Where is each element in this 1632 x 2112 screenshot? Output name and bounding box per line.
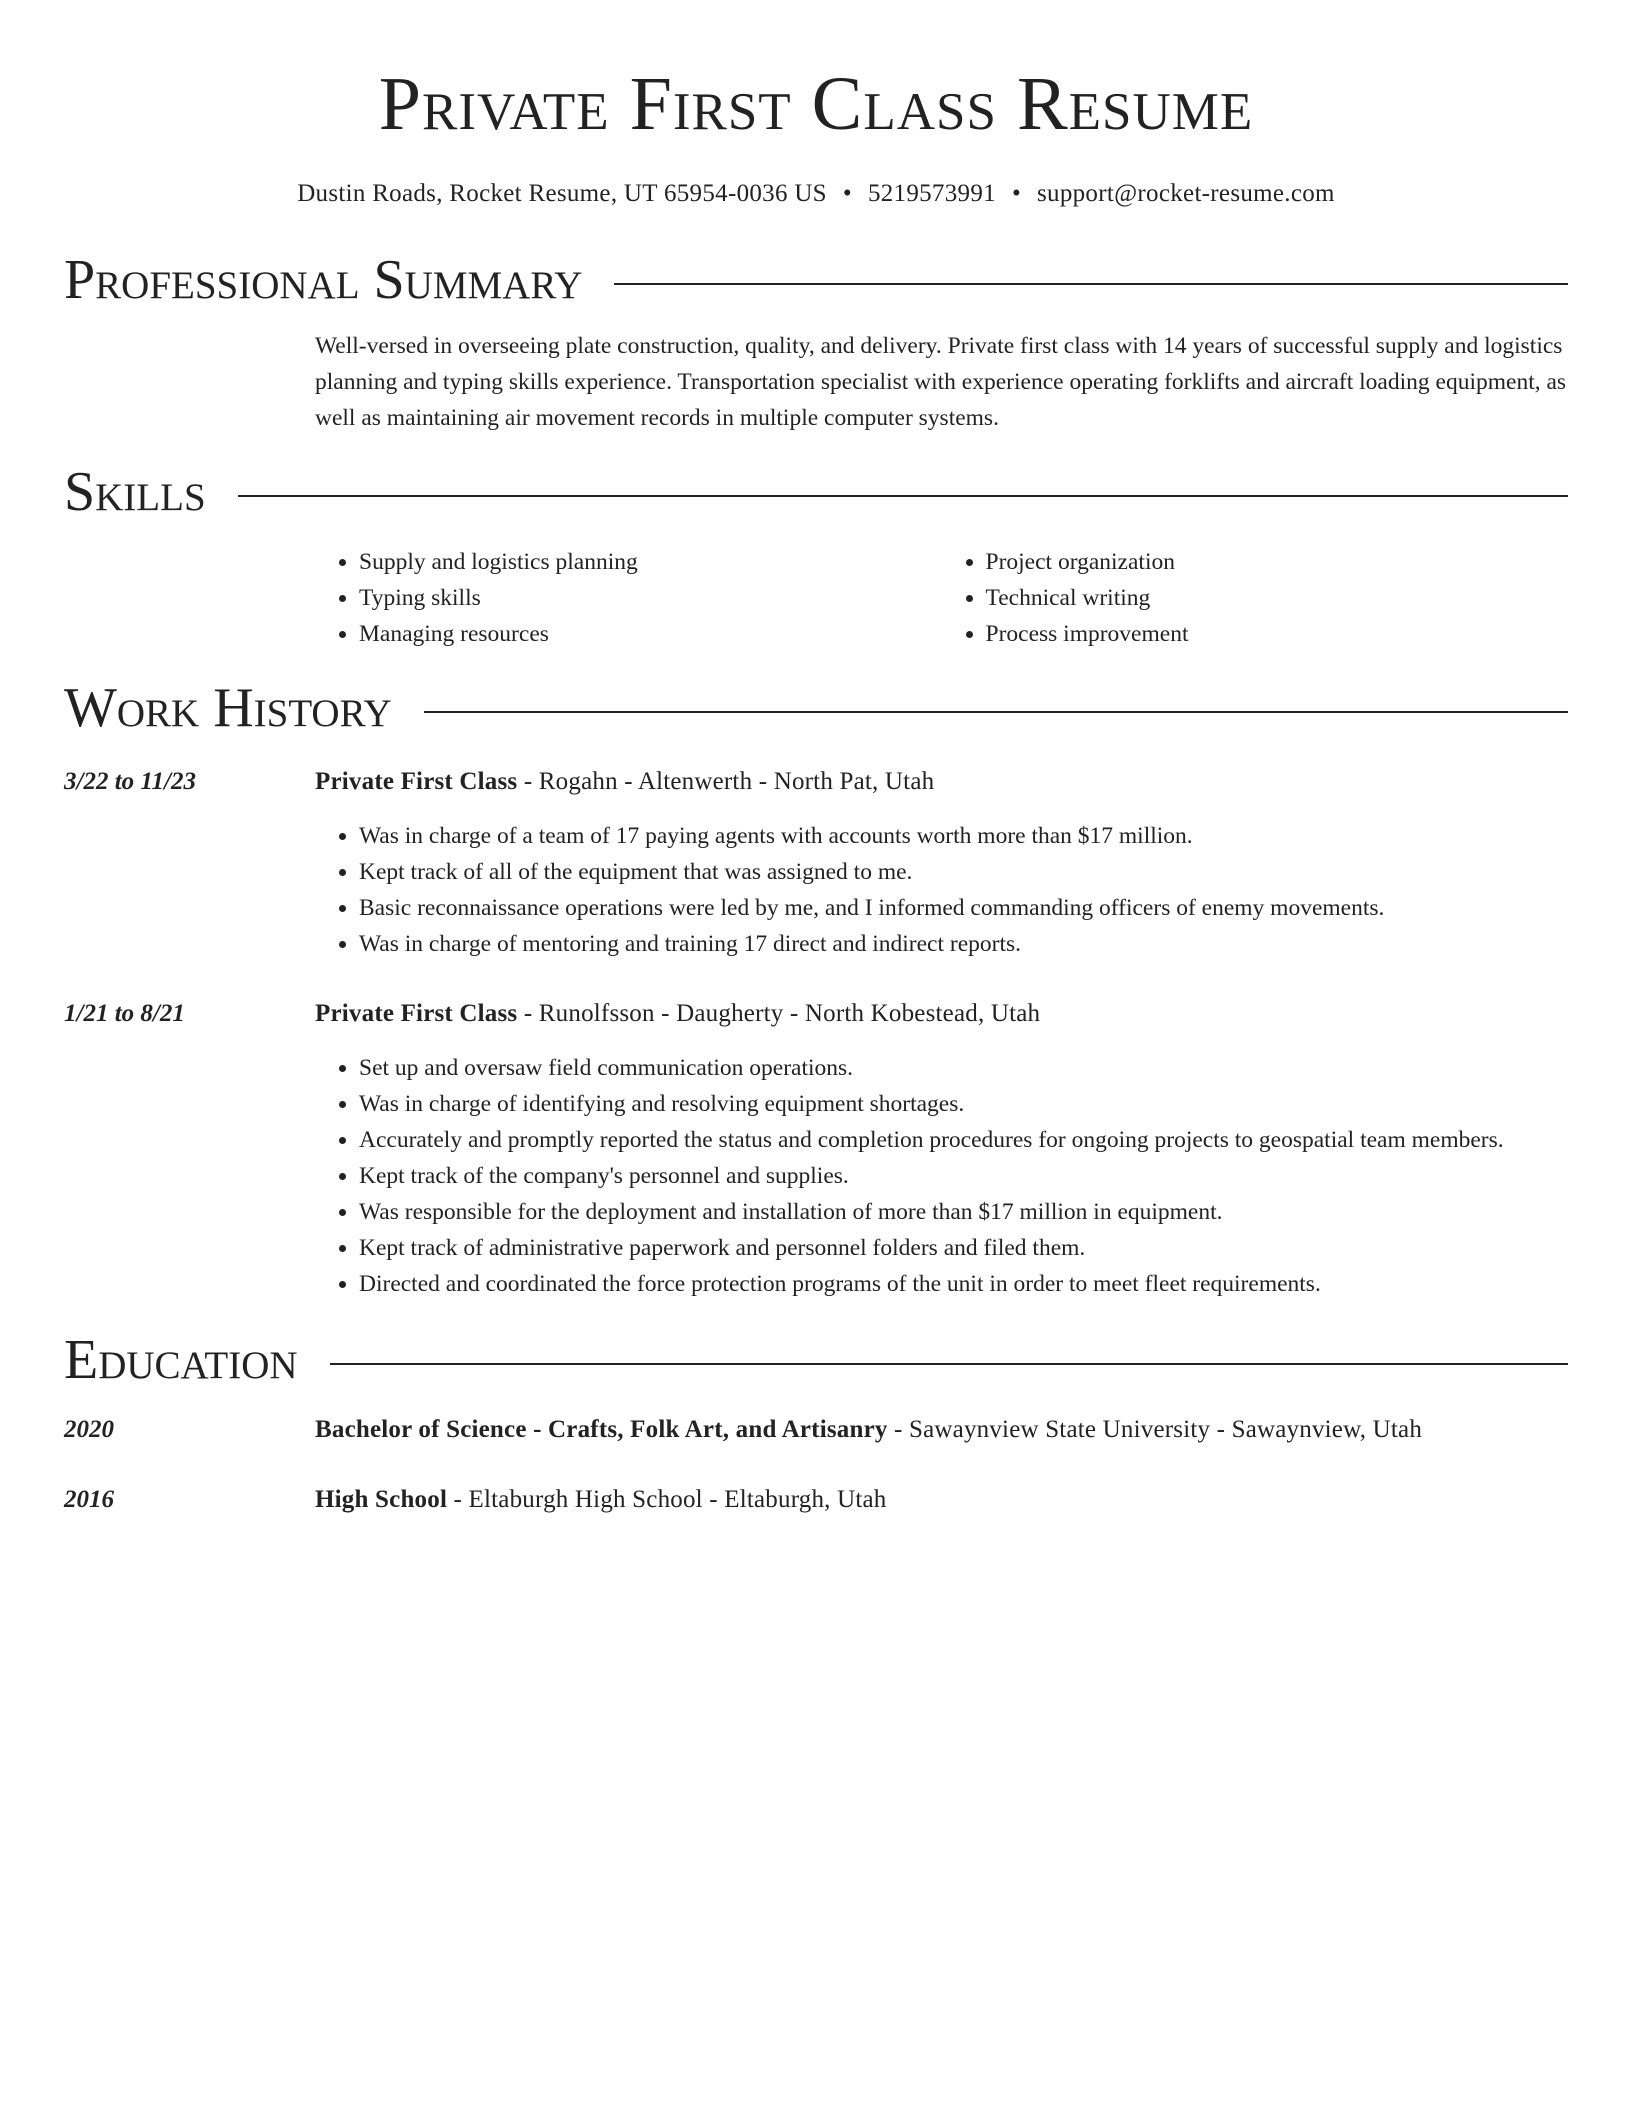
section-header-work-history (64, 678, 1568, 738)
education-degree: High School (315, 1486, 448, 1513)
skill-item: • Technical writing (986, 580, 1569, 616)
job-bullet: • Was in charge of identifying and resolving equipment shortages. (359, 1086, 1504, 1122)
section-header-summary (64, 250, 1568, 310)
job-dates: 3/22 to 11/23 (64, 768, 196, 795)
contact-line (64, 180, 1568, 208)
section-title: Education (64, 1329, 298, 1391)
job-bullet: • Set up and oversaw field communication operations. (359, 1050, 1504, 1086)
education-entry (64, 1482, 1568, 1518)
job-bullet: • Kept track of the company's personnel and supplies. (359, 1158, 1504, 1194)
job-bullet: • Was in charge of a team of 17 paying agents with accounts worth more than $17 million. (359, 818, 1384, 854)
job-role: Private First Class (315, 768, 518, 795)
skill-item: • Managing resources (359, 616, 942, 652)
job-body (315, 996, 1504, 1302)
section-header-education (64, 1330, 1568, 1390)
job-heading (315, 996, 1504, 1032)
skills-column-right (942, 544, 1569, 652)
job-entry (64, 764, 1568, 962)
job-bullet: • Kept track of administrative paperwork and personnel folders and filed them. (359, 1230, 1504, 1266)
section-divider (238, 495, 1568, 497)
skill-item: • Supply and logistics planning (359, 544, 942, 580)
contact-address: Dustin Roads, Rocket Resume, UT 65954-0036 US (297, 180, 827, 207)
skills-list (315, 544, 1568, 652)
job-employer: - Runolfsson - Daugherty - North Kobestead, Utah (517, 1000, 1041, 1027)
job-bullet: • Accurately and promptly reported the status and completion procedures for ongoing projects to geospatial team members. (359, 1122, 1504, 1158)
job-employer: - Rogahn - Altenwerth - North Pat, Utah (517, 768, 935, 795)
skill-item: • Typing skills (359, 580, 942, 616)
job-dates: 1/21 to 8/21 (64, 1000, 185, 1027)
summary-text: Well-versed in overseeing plate construction, quality, and delivery. Private first class with 14 years of successful supply and logistics planning and typing skills experience. Transportation specialist with experience operating forklifts and aircraft loading equipment, as well as maintaining air movement records in multiple computer systems. (315, 333, 1567, 431)
job-bullet: • Basic reconnaissance operations were led by me, and I informed commanding officers of enemy movements. (359, 890, 1384, 926)
skills-column-left (315, 544, 942, 652)
education-year: 2016 (64, 1486, 114, 1513)
education-entry (64, 1412, 1568, 1448)
job-entry (64, 996, 1568, 1302)
contact-separator: • (1011, 180, 1021, 207)
job-bullets (315, 818, 1384, 962)
section-title: Work History (64, 677, 392, 739)
job-bullet: • Was in charge of mentoring and training 17 direct and indirect reports. (359, 926, 1384, 962)
education-year: 2020 (64, 1416, 114, 1443)
contact-phone: 5219573991 (867, 180, 996, 207)
section-divider (330, 1363, 1568, 1365)
education-heading (315, 1412, 1422, 1448)
skill-item: • Project organization (986, 544, 1569, 580)
job-heading (315, 764, 1384, 800)
contact-separator: • (842, 180, 852, 207)
education-school: - Eltaburgh High School - Eltaburgh, Utah (447, 1486, 887, 1513)
job-bullet: • Kept track of all of the equipment that was assigned to me. (359, 854, 1384, 890)
education-degree: Bachelor of Science - Crafts, Folk Art, and Artisanry (315, 1416, 888, 1443)
job-bullet: • Was responsible for the deployment and installation of more than $17 million in equipment. (359, 1194, 1504, 1230)
section-header-skills (64, 462, 1568, 522)
job-body (315, 764, 1384, 962)
resume-title: Private First Class Resume (378, 62, 1254, 146)
education-school: - Sawaynview State University - Sawaynview, Utah (887, 1416, 1423, 1443)
skill-item: • Process improvement (986, 616, 1569, 652)
section-title: Professional Summary (64, 249, 583, 311)
job-bullet: • Directed and coordinated the force protection programs of the unit in order to meet fleet requirements. (359, 1266, 1504, 1302)
job-role: Private First Class (315, 1000, 518, 1027)
job-bullets (315, 1050, 1504, 1302)
section-title: Skills (64, 461, 206, 523)
section-divider (424, 711, 1568, 713)
section-divider (614, 283, 1568, 285)
contact-email: support@rocket-resume.com (1037, 180, 1335, 207)
education-heading (315, 1482, 886, 1518)
